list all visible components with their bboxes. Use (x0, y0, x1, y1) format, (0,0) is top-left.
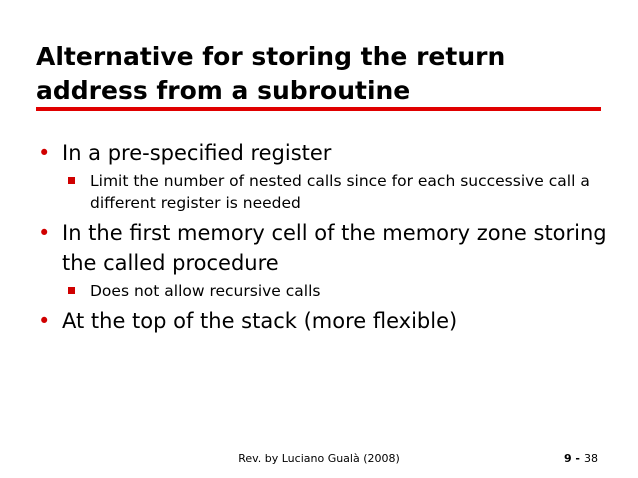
bullet-item (36, 218, 626, 278)
slide-title (36, 40, 616, 108)
title-line-2: address from a subroutine (36, 76, 411, 105)
sub-bullet-item (36, 170, 626, 214)
sub-bullet-text: Limit the number of nested calls since for each successive call a different register is needed (90, 172, 590, 212)
bullet-text: At the top of the stack (more flexible) (62, 309, 458, 333)
sub-bullet-text: Does not allow recursive calls (90, 282, 321, 300)
bullet-dot-icon: • (38, 221, 51, 245)
page-number (564, 452, 598, 465)
bullet-text: In the first memory cell of the memory zone storing the called procedure (62, 221, 607, 275)
bullet-dot-icon: • (38, 141, 51, 165)
square-bullet-icon (68, 177, 75, 184)
bullet-item (36, 138, 626, 168)
bullet-item (36, 306, 626, 336)
footer-credit: Rev. by Luciano Gualà (2008) (238, 452, 400, 465)
square-bullet-icon (68, 287, 75, 294)
sub-bullet-item (36, 280, 626, 302)
bullet-dot-icon: • (38, 309, 51, 333)
slide-number: 38 (584, 452, 598, 465)
title-underline (36, 107, 601, 111)
title-line-1: Alternative for storing the return (36, 42, 506, 71)
bullet-list (36, 138, 626, 336)
chapter-number: 9 - (563, 452, 580, 465)
bullet-text: In a pre-specified register (62, 141, 332, 165)
